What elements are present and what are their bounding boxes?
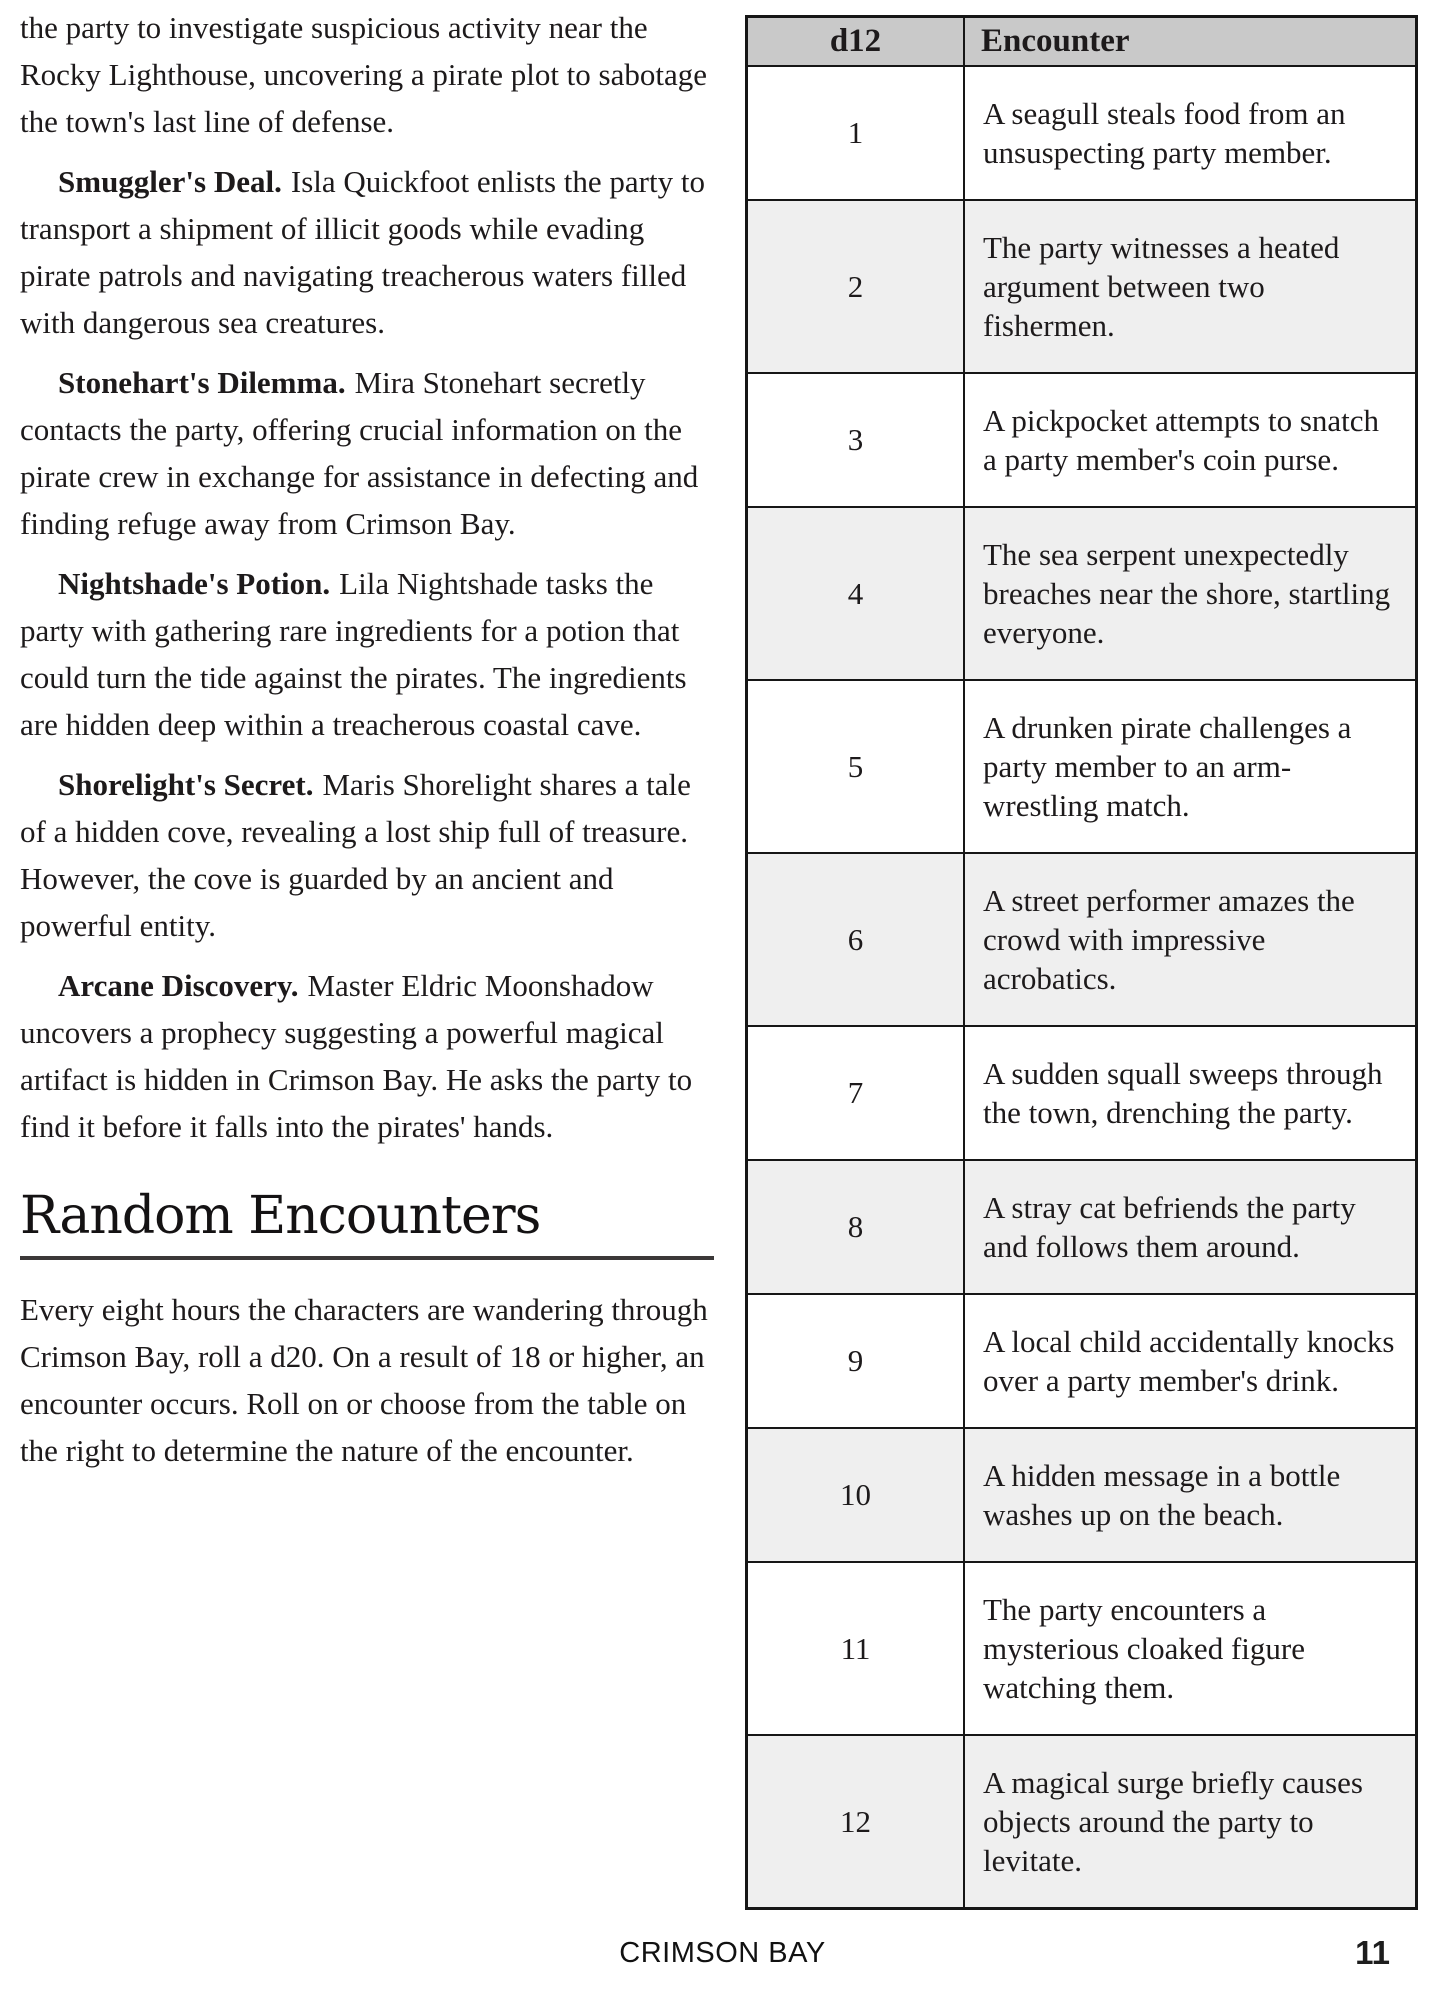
table-row <box>747 853 1417 1026</box>
table-row <box>747 680 1417 853</box>
table-header-d12: d12 <box>747 17 965 67</box>
table-row <box>747 1294 1417 1428</box>
footer-book-title: CRIMSON BAY <box>619 1937 826 1969</box>
roll-cell: 1 <box>747 66 965 200</box>
roll-cell: 2 <box>747 200 965 373</box>
encounter-table <box>745 15 1418 1910</box>
quest-paragraph-stoneharts-dilemma <box>20 359 714 547</box>
quest-body: Maris Shorelight shares a tale of a hidden cove, revealing a lost ship full of treasure. However, the cove is guarded by an ancient and powerful entity. <box>20 767 691 943</box>
roll-cell: 5 <box>747 680 965 853</box>
roll-cell: 3 <box>747 373 965 507</box>
roll-cell: 8 <box>747 1160 965 1294</box>
table-row <box>747 200 1417 373</box>
roll-cell: 9 <box>747 1294 965 1428</box>
roll-cell: 11 <box>747 1562 965 1735</box>
roll-cell: 7 <box>747 1026 965 1160</box>
roll-cell: 6 <box>747 853 965 1026</box>
section-paragraph: Every eight hours the characters are wandering through Crimson Bay, roll a d20. On a result of 18 or higher, an encounter occurs. Roll on or choose from the table on the right to determine the nature of the encounter. <box>20 1292 708 1468</box>
quest-title: Nightshade's Potion. <box>58 566 331 601</box>
roll-cell: 12 <box>747 1735 965 1909</box>
encounter-cell: A street performer amazes the crowd with impressive acrobatics. <box>964 853 1417 1026</box>
encounter-cell: A local child accidentally knocks over a party member's drink. <box>964 1294 1417 1428</box>
section-heading-random-encounters: Random Encounters <box>20 1186 541 1246</box>
encounter-cell: A pickpocket attempts to snatch a party member's coin purse. <box>964 373 1417 507</box>
table-header-encounter: Encounter <box>964 17 1417 67</box>
table-row <box>747 1160 1417 1294</box>
quest-title: Shorelight's Secret. <box>58 767 314 802</box>
encounter-cell: The sea serpent unexpectedly breaches near the shore, startling everyone. <box>964 507 1417 680</box>
encounter-cell: A hidden message in a bottle washes up on the beach. <box>964 1428 1417 1562</box>
quest-body: Mira Stonehart secretly contacts the party, offering crucial information on the pirate crew in exchange for assistance in defecting and finding refuge away from Crimson Bay. <box>20 365 699 541</box>
quest-title: Arcane Discovery. <box>58 968 299 1003</box>
roll-cell: 4 <box>747 507 965 680</box>
quest-paragraph-arcane-discovery <box>20 962 714 1150</box>
table-row <box>747 507 1417 680</box>
quest-title: Stonehart's Dilemma. <box>58 365 346 400</box>
table-row <box>747 1562 1417 1735</box>
quest-body: Master Eldric Moonshadow uncovers a prophecy suggesting a powerful magical artifact is hidden in Crimson Bay. He asks the party to find it before it falls into the pirates' hands. <box>20 968 693 1144</box>
quest-paragraph-smugglers-deal <box>20 158 714 346</box>
left-text-column <box>20 4 714 1474</box>
encounter-cell: A drunken pirate challenges a party member to an arm-wrestling match. <box>964 680 1417 853</box>
encounter-cell: The party witnesses a heated argument between two fishermen. <box>964 200 1417 373</box>
quest-paragraph-shorelights-secret <box>20 761 714 949</box>
table-row <box>747 1735 1417 1909</box>
table-header-row <box>747 17 1417 67</box>
quest-body: Lila Nightshade tasks the party with gathering rare ingredients for a potion that could turn the tide against the pirates. The ingredients are hidden deep within a treacherous coastal cave. <box>20 566 687 742</box>
quest-title: Smuggler's Deal. <box>58 164 282 199</box>
page-number: 11 <box>1355 1934 1390 1971</box>
quest-paragraph-nightshades-potion <box>20 560 714 748</box>
encounter-cell: The party encounters a mysterious cloaked figure watching them. <box>964 1562 1417 1735</box>
continuation-paragraph: the party to investigate suspicious activity near the Rocky Lighthouse, uncovering a pirate plot to sabotage the town's last line of defense. <box>20 10 707 139</box>
encounter-cell: A seagull steals food from an unsuspecting party member. <box>964 66 1417 200</box>
roll-cell: 10 <box>747 1428 965 1562</box>
table-row <box>747 373 1417 507</box>
table-row <box>747 1026 1417 1160</box>
table-row <box>747 1428 1417 1562</box>
heading-rule <box>20 1256 714 1260</box>
table-row <box>747 66 1417 200</box>
encounter-cell: A stray cat befriends the party and follows them around. <box>964 1160 1417 1294</box>
quest-body: Isla Quickfoot enlists the party to transport a shipment of illicit goods while evading pirate patrols and navigating treacherous waters filled with dangerous sea creatures. <box>20 164 705 340</box>
encounter-table-container <box>745 15 1418 1910</box>
encounter-cell: A magical surge briefly causes objects around the party to levitate. <box>964 1735 1417 1909</box>
encounter-cell: A sudden squall sweeps through the town, drenching the party. <box>964 1026 1417 1160</box>
